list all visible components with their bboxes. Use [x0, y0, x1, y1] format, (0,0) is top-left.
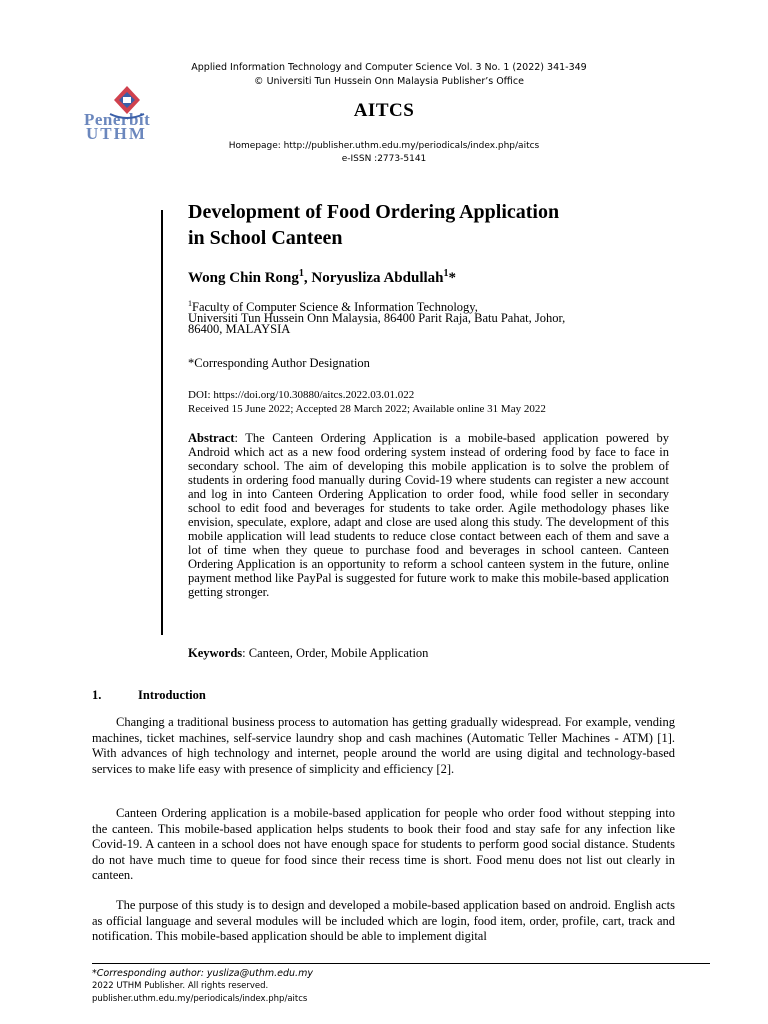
- affil-line-2: Universiti Tun Hussein Onn Malaysia, 86400 Parit Raja, Batu Pahat, Johor,: [188, 311, 566, 326]
- abstract-label: Abstract: [188, 431, 235, 445]
- title-line-1: Development of Food Ordering Application: [188, 201, 560, 223]
- affil-line-3: 86400, MALAYSIA: [188, 322, 291, 337]
- keywords: [188, 646, 428, 661]
- affil-number: 1: [188, 299, 192, 308]
- logo-text-uthm: UTHM: [86, 124, 147, 143]
- journal-citation: Applied Information Technology and Computer Science Vol. 3 No. 1 (2022) 341-349: [191, 62, 587, 73]
- author-1: Wong Chin Rong: [188, 270, 299, 286]
- author-2: Noryusliza Abdullah: [311, 270, 444, 286]
- title-line-2: in School Canteen: [188, 227, 343, 249]
- footer-url[interactable]: publisher.uthm.edu.my/periodicals/index.php/aitcs: [92, 994, 308, 1004]
- article-dates: Received 15 June 2022; Accepted 28 March 2022; Available online 31 May 2022: [188, 403, 546, 415]
- publisher-line: © Universiti Tun Hussein Onn Malaysia Publisher’s Office: [254, 76, 524, 87]
- article-title: [188, 199, 658, 251]
- page-footer: [92, 967, 313, 1006]
- paragraph-text: Changing a traditional business process to automation has getting gradually widespread. For example, vending machines, ticket machines, self-service laundry shop and cash machines (Automatic Teller Machines - ATM) [1]. With advances of high technology and internet, people around the world are using digital and technology-based services to make life easy with presence of simplicity and efficiency [2].: [92, 715, 675, 776]
- journal-acronym: AITCS: [353, 100, 415, 121]
- section-title: Introduction: [138, 688, 206, 702]
- author-separator: ,: [303, 270, 312, 286]
- footer-rule: [92, 963, 710, 964]
- doi-link[interactable]: DOI: https://doi.org/10.30880/aitcs.2022.03.01.022: [188, 389, 415, 401]
- paragraph-text: Canteen Ordering application is a mobile-based application for people who order food without stepping into the canteen. This mobile-based application helps students to book their food and stay safe for any infection like Covid-19. A canteen in a school does not have enough space for students to perform good social distance. Students do not have much time to queue for food since their recess time is short. Food menu does not list out clearly in canteen.: [92, 806, 675, 882]
- intro-paragraph-3: [92, 898, 675, 945]
- affiliation: [188, 298, 648, 335]
- intro-paragraph-2: [92, 806, 675, 884]
- keywords-text: : Canteen, Order, Mobile Application: [242, 646, 429, 660]
- author-1-affil: 1: [298, 268, 304, 279]
- corresponding-designation: *Corresponding Author Designation: [188, 356, 370, 370]
- corresponding-email: *Corresponding author: yusliza@uthm.edu.my: [92, 968, 313, 979]
- intro-paragraph-1: [92, 715, 675, 777]
- affil-line-1: Faculty of Computer Science & Information Technology,: [192, 300, 478, 315]
- eissn: e-ISSN :2773-5141: [341, 154, 427, 164]
- corresponding-mark: *: [448, 270, 456, 286]
- author-2-affil: 1: [443, 268, 449, 279]
- abstract-text: : The Canteen Ordering Application is a mobile-based application powered by Android which act as a new food ordering system instead of ordering food by face to face in secondary school. The aim of developing this mobile application is to solve the problem of students in ordering food manually during Covid-19 where students can register a new account and log in into Canteen Ordering Application to order food, while food seller in secondary school to edit food and beverages for students to take order. Agile methodology phases like envision, speculate, explore, adapt and close are used along this study. The development of this mobile application will lead students to reduce close contact between each of them and save a lot of time when they queue to purchase food and beverages in school canteen. Canteen Ordering Application is an opportunity to reform a school canteen system in the future, online payment method like PayPal is suggested for future work to make this mobile-based application getting stronger.: [188, 431, 669, 599]
- keywords-label: Keywords: [188, 646, 243, 660]
- abstract: [188, 431, 669, 599]
- vertical-rule: [161, 210, 163, 635]
- journal-homepage: [0, 140, 768, 166]
- paragraph-text: The purpose of this study is to design and developed a mobile-based application based on android. English acts as official language and several modules will be included which are login, food item, order, profile, cart, track and notification. This mobile-based application should be able to implement digital: [92, 898, 675, 943]
- logo-text-penerbit: Penerbit: [84, 110, 151, 129]
- doi-block: [188, 388, 546, 416]
- section-heading: [92, 688, 206, 703]
- author-list: [188, 268, 456, 287]
- section-number: 1.: [92, 688, 102, 702]
- copyright: 2022 UTHM Publisher. All rights reserved.: [92, 981, 269, 991]
- homepage-url[interactable]: Homepage: http://publisher.uthm.edu.my/periodicals/index.php/aitcs: [228, 141, 540, 151]
